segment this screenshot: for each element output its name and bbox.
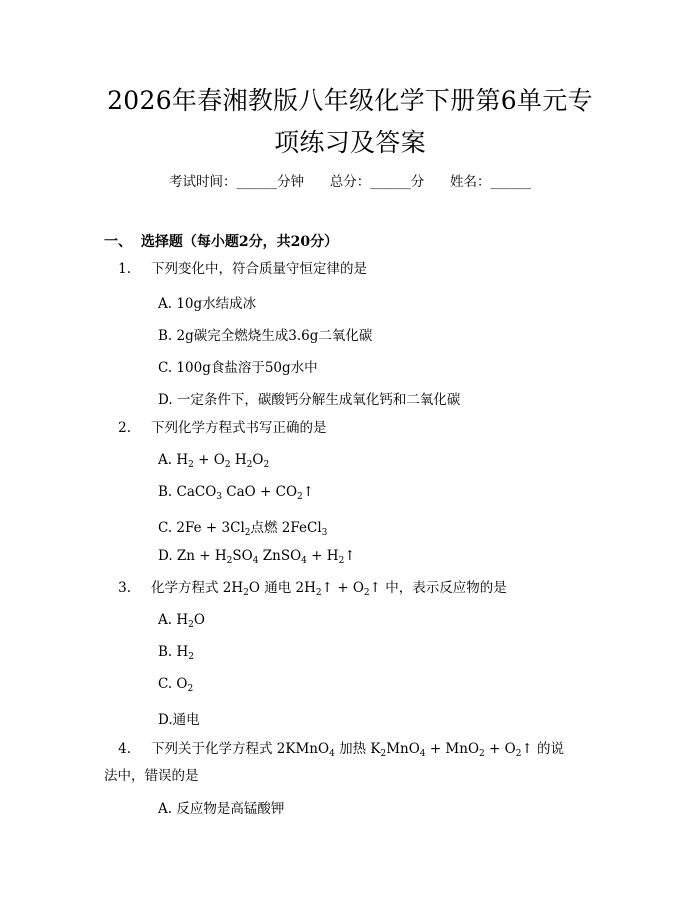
title-line-1: 2026年春湘教版八年级化学下册第6单元专	[107, 86, 593, 115]
question-text: 下列化学方程式书写正确的是	[151, 420, 327, 436]
question-3	[104, 575, 574, 602]
question-4	[104, 736, 574, 790]
q1-option-a: A. 10g水结成冰	[158, 296, 257, 312]
exam-info-line: 考试时间：______分钟 总分：______分 姓名：______	[169, 174, 531, 190]
q1-option-c: C. 100g食盐溶于50g水中	[158, 360, 318, 376]
q2-option-c: C. $2Fe + 3Cl_2$点燃 2FeCl$_3$	[158, 520, 328, 538]
q1-option-b: B. 2g碳完全燃烧生成3.6g二氧化碳	[158, 328, 373, 344]
q4-option-a: A. 反应物是高锰酸钾	[158, 801, 285, 817]
question-number: 2.	[118, 420, 131, 436]
question-number: 3.	[118, 580, 131, 596]
question-text: 下列关于化学方程式 2KMnO$_4$ 加热 $K_2MnO_4 + MnO_2$ + $O_2↑$ 的说法中，错误的是	[104, 741, 565, 784]
q3-option-c: C. $O_2$	[158, 676, 194, 694]
question-number: 1.	[118, 261, 131, 277]
question-text: 下列变化中，符合质量守恒定律的是	[151, 261, 367, 277]
document-title	[0, 80, 700, 164]
q2-option-d: D. $Zn + H_2SO_4$ ZnSO$_4$ + $H_2↑$	[158, 548, 356, 566]
q1-option-d: D. 一定条件下，碳酸钙分解生成氧化钙和二氧化碳	[158, 392, 461, 408]
question-1	[104, 256, 574, 283]
section-number: 一、	[104, 234, 132, 250]
question-text: 化学方程式 $2H_2O$ 通电 $2H_2↑$ + $O_2↑$ 中，表示反应物的是	[151, 580, 507, 598]
q2-option-b: B. CaCO$_3$ CaO + $CO_2↑$	[158, 484, 315, 502]
q3-option-b: B. $H_2$	[158, 644, 195, 662]
question-2	[104, 415, 574, 442]
q3-option-d: D.通电	[158, 712, 200, 728]
title-line-2: 项练习及答案	[274, 128, 426, 157]
question-number: 4.	[118, 741, 131, 757]
q3-option-a: A. $H_2O$	[158, 612, 205, 630]
section-title: 选择题（每小题2分，共20分）	[140, 234, 339, 250]
section-heading	[104, 231, 338, 251]
q2-option-a: A. $H_2 + O_2$ $H_2O_2$	[158, 452, 270, 470]
